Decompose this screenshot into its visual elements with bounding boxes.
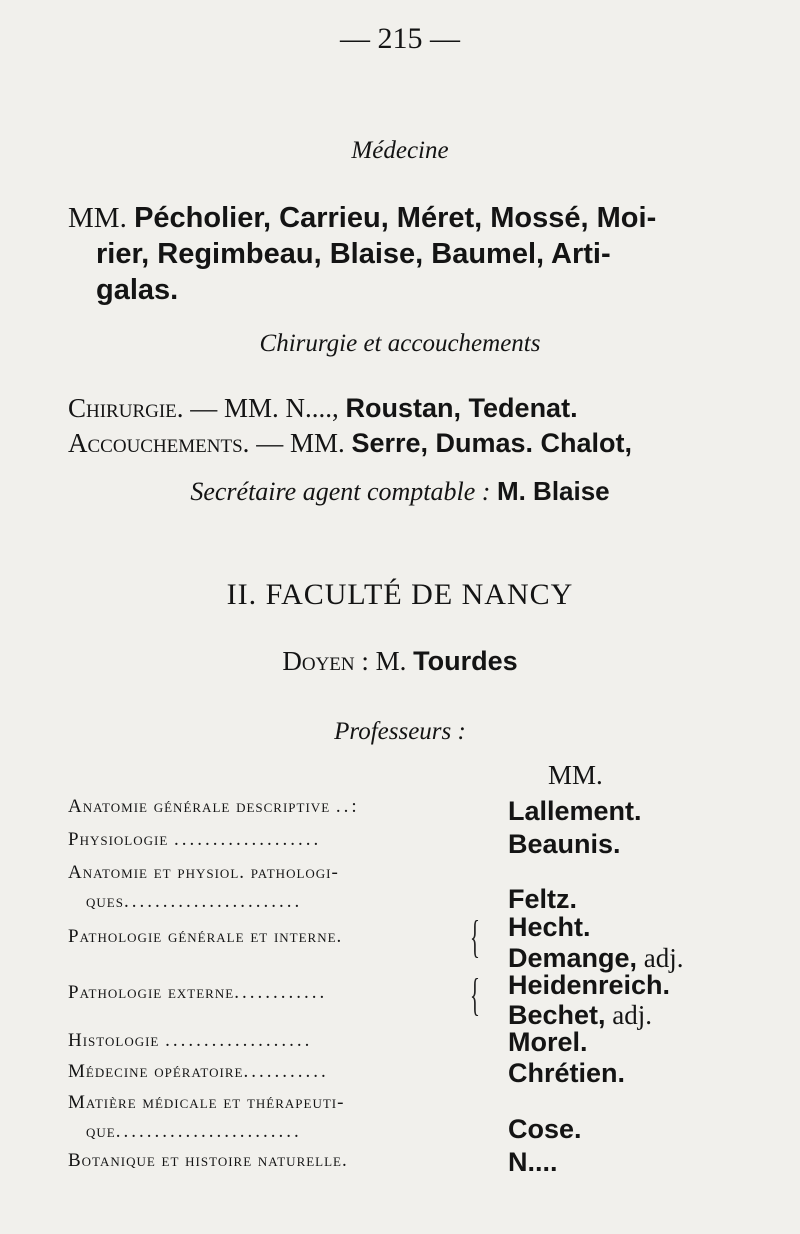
medecine-line-3: galas. [96, 274, 179, 306]
medecine-prefix: MM. [68, 202, 127, 234]
row-professor: Morel. [508, 1027, 588, 1057]
doyen-separator: : M. [361, 646, 407, 676]
row-subject: Anatomie et physiol. pathologi- [68, 862, 339, 883]
medecine-paragraph [68, 200, 708, 308]
row-subject: Médecine opératoire........... [68, 1061, 329, 1082]
brace-icon: { [470, 969, 480, 1020]
row-subject: Matière médicale et thérapeuti- [68, 1092, 345, 1113]
row-professor: Feltz. [508, 884, 578, 914]
row-professor: Cose. [508, 1114, 582, 1144]
row-professor: Chrétien. [508, 1058, 626, 1088]
row-subject: Anatomie générale descriptive ..: [68, 796, 360, 817]
row-subject: ques....................... [86, 891, 303, 912]
row-professor: Heidenreich. [508, 970, 671, 1000]
row-professor: N.... [508, 1147, 558, 1177]
accouchements-label: Accouchements. [68, 428, 250, 458]
row-subject: Pathologie générale et interne. [68, 926, 343, 947]
medecine-line-1: Pécholier, Carrieu, Méret, Mossé, Moi- [134, 202, 657, 234]
medecine-heading: Médecine [351, 137, 449, 164]
doyen-label: Doyen [282, 646, 355, 676]
chirurgie-heading: Chirurgie et accouchements [259, 330, 541, 357]
doyen-line [0, 646, 800, 677]
row-subject: Pathologie externe............ [68, 982, 328, 1003]
secretary-label: Secrétaire agent comptable : [190, 477, 491, 506]
chirurgie-line [68, 393, 578, 424]
accouchements-line [68, 428, 632, 459]
chirurgie-label: Chirurgie. [68, 393, 184, 423]
secretary-line [0, 476, 800, 507]
row-subject: Botanique et histoire naturelle. [68, 1150, 348, 1171]
row-subject: Histologie ................... [68, 1030, 313, 1051]
professeurs-heading: Professeurs : [334, 718, 466, 745]
chirurgie-separator: — MM. N...., [190, 393, 339, 423]
accouchements-names: Serre, Dumas. Chalot, [351, 428, 633, 458]
chirurgie-names: Roustan, Tedenat. [345, 393, 578, 423]
page-number: — 215 — [340, 22, 460, 55]
brace-icon: { [470, 911, 480, 962]
accouchements-separator: — MM. [256, 428, 345, 458]
faculty-title: II. FACULTÉ DE NANCY [226, 578, 574, 611]
secretary-name: M. Blaise [496, 476, 610, 506]
row-professor: Beaunis. [508, 829, 621, 859]
row-professor-adjunct: Bechet, adj. [508, 1000, 653, 1030]
row-subject: Physiologie ................... [68, 829, 322, 850]
mm-header: MM. [548, 760, 603, 790]
row-professor-adjunct: Demange, adj. [508, 943, 684, 973]
doyen-name: Tourdes [413, 646, 518, 676]
row-professor: Lallement. [508, 796, 642, 826]
row-subject: que........................ [86, 1121, 302, 1142]
medecine-line-2: rier, Regimbeau, Blaise, Baumel, Arti- [96, 238, 611, 270]
row-professor: Hecht. [508, 912, 591, 942]
